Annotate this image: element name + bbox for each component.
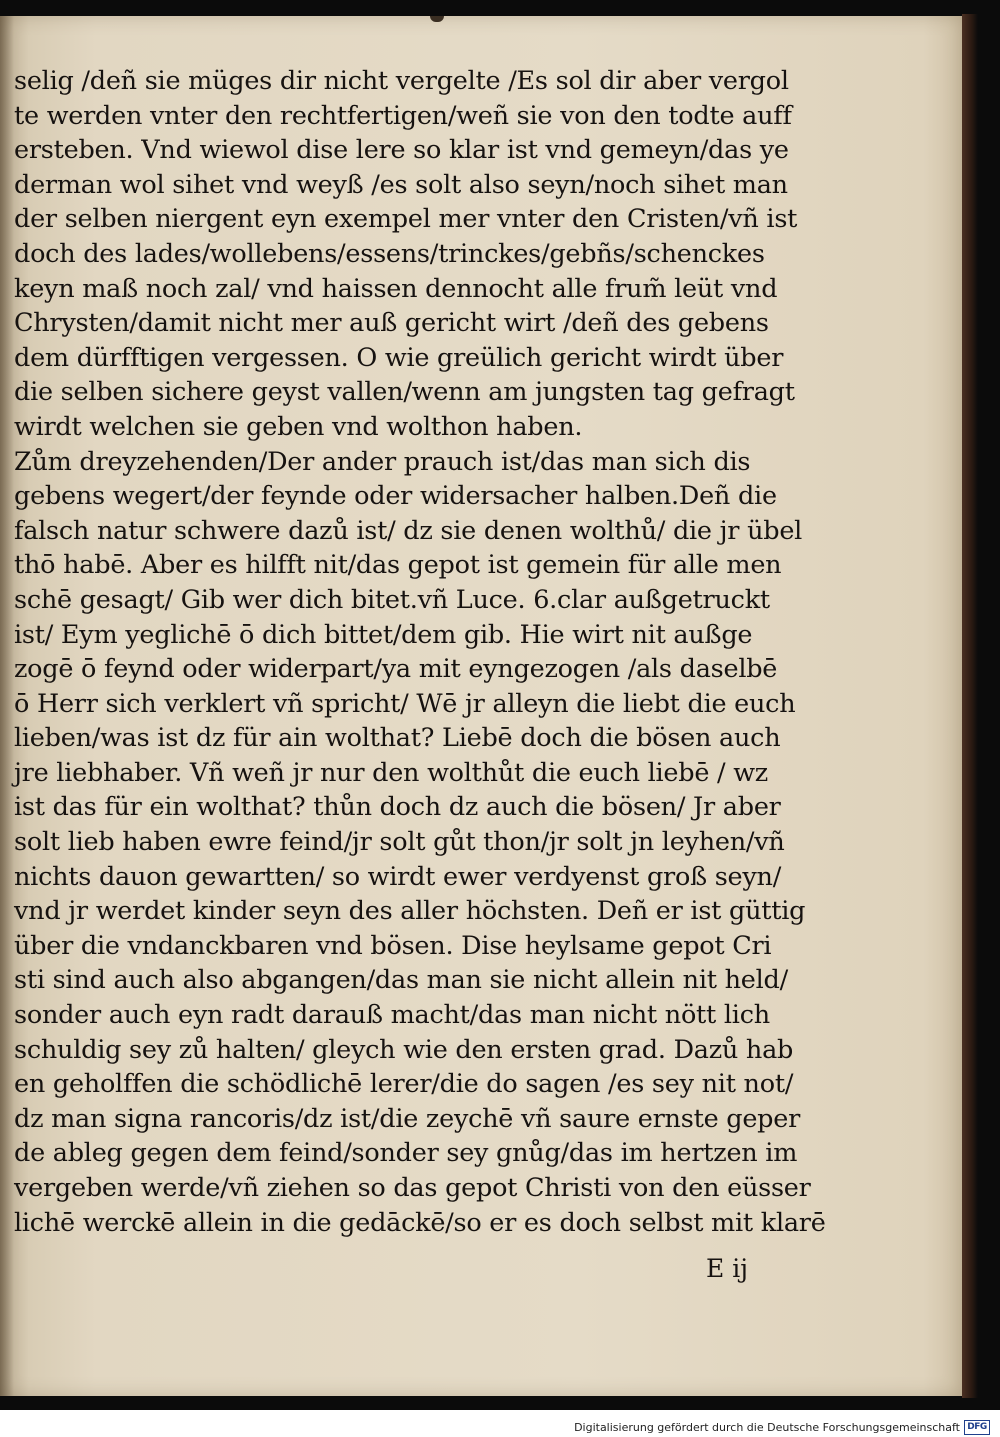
text-line: lieben/was ist dz für ain wolthat? Liebē doch die bösen auch bbox=[14, 723, 781, 754]
text-line: sti sind auch also abgangen/das man sie nicht allein nit held/ bbox=[14, 965, 788, 996]
text-line: doch des lades/wollebens/essens/trinckes/gebñs/schenckes bbox=[14, 238, 765, 269]
text-line: en geholffen die schödlichē lerer/die do sagen /es sey nit not/ bbox=[14, 1069, 794, 1100]
text-line: vnd jr werdet kinder seyn des aller höchsten. Deñ er ist güttig bbox=[14, 896, 806, 927]
text-line: ist/ Eym yeglichē ō dich bittet/dem gib. Hie wirt nit außge bbox=[14, 619, 753, 650]
text-line: nichts dauon gewartten/ so wirdt ewer verdyenst groß seyn/ bbox=[14, 861, 782, 892]
text-line: derman wol sihet vnd weyß /es solt also seyn/noch sihet man bbox=[14, 169, 788, 200]
text-line: wirdt welchen sie geben vnd wolthon haben. bbox=[14, 411, 583, 442]
text-line: falsch natur schwere dazů ist/ dz sie denen wolthů/ die jr übel bbox=[14, 515, 803, 546]
dfg-logo-icon: DFG bbox=[964, 1420, 990, 1435]
text-line: schē gesagt/ Gib wer dich bitet.vñ Luce. 6.clar außgetruckt bbox=[14, 584, 770, 615]
text-line: ist das für ein wolthat? thůn doch dz auch die bösen/ Jr aber bbox=[14, 792, 781, 823]
text-line: keyn maß noch zal/ vnd haissen dennocht alle frum̃ leüt vnd bbox=[14, 273, 778, 304]
text-line: Chrysten/damit nicht mer auß gericht wirt /deñ des gebens bbox=[14, 308, 769, 339]
text-line: jre liebhaber. Vñ weñ jr nur den wolthůt die euch liebē / wz bbox=[14, 757, 768, 788]
text-line: die selben sichere geyst vallen/wenn am jungsten tag gefragt bbox=[14, 377, 795, 408]
text-line: zogē ō feynd oder widerpart/ya mit eyngezogen /als daselbē bbox=[14, 654, 778, 685]
text-line: de ableg gegen dem feind/sonder sey gnůg/das im hertzen im bbox=[14, 1138, 798, 1169]
text-line: te werden vnter den rechtfertigen/weñ sie von den todte auff bbox=[14, 100, 792, 131]
text-line: Zům dreyzehenden/Der ander prauch ist/das man sich dis bbox=[14, 446, 751, 477]
text-line: ersteben. Vnd wiewol dise lere so klar ist vnd gemeyn/das ye bbox=[14, 135, 789, 166]
page-edge bbox=[962, 14, 978, 1398]
page-gutter-shadow bbox=[0, 16, 14, 1396]
text-line: lichē werckē allein in die gedāckē/so er es doch selbst mit klarē bbox=[14, 1207, 826, 1238]
page-text bbox=[14, 64, 826, 1240]
text-line: schuldig sey zů halten/ gleych wie den ersten grad. Dazů hab bbox=[14, 1034, 794, 1065]
text-line: selig /deñ sie müges dir nicht vergelte /Es sol dir aber vergol bbox=[14, 66, 789, 96]
footer-bar bbox=[0, 1410, 1000, 1437]
text-line: ō Herr sich verklert vñ spricht/ Wē jr alleyn die liebt die euch bbox=[14, 688, 796, 719]
text-line: über die vndanckbaren vnd bösen. Dise heylsame gepot Cri bbox=[14, 930, 772, 961]
text-line: sonder auch eyn radt darauß macht/das man nicht nött lich bbox=[14, 1000, 770, 1031]
text-line: vergeben werde/vñ ziehen so das gepot Christi von den eüsser bbox=[14, 1173, 811, 1203]
text-line: dem dürfftigen vergessen. O wie greülich gericht wirdt über bbox=[14, 342, 784, 373]
funding-credit: Digitalisierung gefördert durch die Deutsche Forschungsgemeinschaft bbox=[574, 1421, 960, 1434]
text-line: gebens wegert/der feynde oder widersacher halben.Deñ die bbox=[14, 481, 777, 512]
text-line: dz man signa rancoris/dz ist/die zeychē vñ saure ernste geper bbox=[14, 1103, 801, 1134]
text-line: der selben niergent eyn exempel mer vnter den Cristen/vñ ist bbox=[14, 204, 798, 235]
signature-mark: E ij bbox=[706, 1254, 748, 1283]
text-line: solt lieb haben ewre feind/jr solt gůt thon/jr solt jn leyhen/vñ bbox=[14, 827, 785, 858]
text-line: thō habē. Aber es hilfft nit/das gepot ist gemein für alle men bbox=[14, 550, 782, 581]
